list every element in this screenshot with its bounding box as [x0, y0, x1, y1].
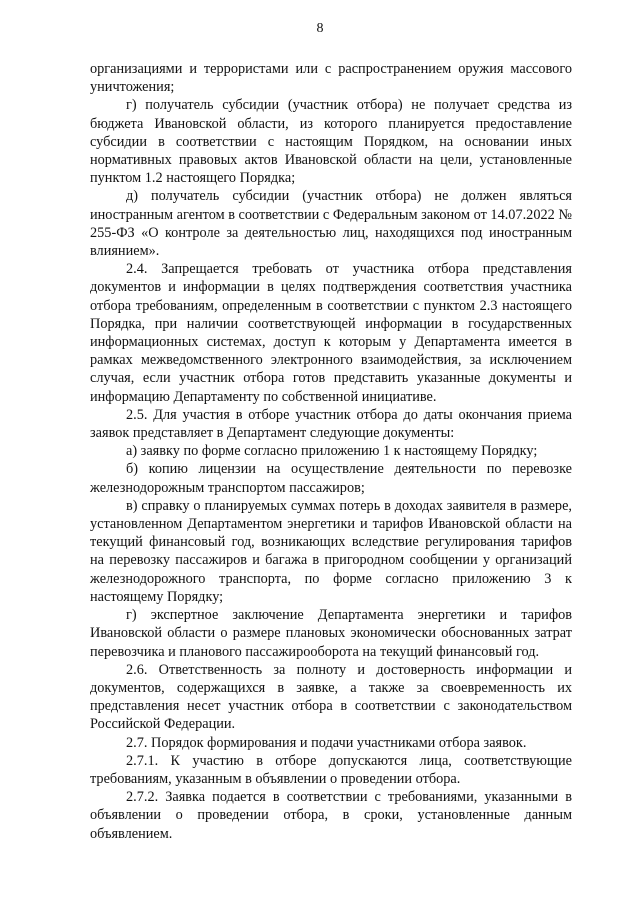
paragraph-item-d-foreign-agent: д) получатель субсидии (участник отбора) не должен являться иностранным агентом в соответствии с Федеральным законом от 14.07.2022 № 255-ФЗ «О контроле за деятельностью лиц, находящихся под иностранным влиянием». [90, 188, 572, 260]
document-body [90, 60, 572, 843]
paragraph-2-5-g: г) экспертное заключение Департамента энергетики и тарифов Ивановской области о размере плановых экономически обоснованных затрат перевозчика и планового пассажирооборота на текущий финансовый год. [90, 607, 572, 660]
paragraph-2-5: 2.5. Для участия в отборе участник отбора до даты окончания приема заявок представляет в Департамент следующие документы: [90, 406, 572, 442]
paragraph-2-4: 2.4. Запрещается требовать от участника отбора представления документов и информации в целях подтверждения соответствия участника отбора требованиям, определенным в соответствии с пунктом 2.3 настоящего Порядка, при наличии соответствующей информации в государственных информационных системах, доступ к которым у Департамента имеется в рамках межведомственного электронного взаимодействия, за исключением случая, если участник отбора готов представить указанные документы и информацию Департаменту по собственной инициативе. [90, 261, 572, 405]
page-number: 8 [316, 21, 324, 36]
paragraph-continuation: организациями и террористами или с распространением оружия массового уничтожения; [90, 61, 572, 96]
paragraph-2-5-a: а) заявку по форме согласно приложению 1 к настоящему Порядку; [126, 443, 538, 460]
paragraph-item-g-budget: г) получатель субсидии (участник отбора) не получает средства из бюджета Ивановской области, из которого планируется предоставление субсидии в соответствии с настоящим Порядком, на основании иных нормативных правовых актов Ивановской области на цели, установленные пунктом 1.2 настоящего Порядка; [90, 97, 572, 187]
paragraph-2-7-2: 2.7.2. Заявка подается в соответствии с требованиями, указанными в объявлении о проведении отбора, в сроки, установленные данным объявлением. [90, 789, 572, 842]
paragraph-2-5-b: б) копию лицензии на осуществление деятельности по перевозке железнодорожным транспортом пассажиров; [90, 461, 572, 496]
paragraph-2-7: 2.7. Порядок формирования и подачи участниками отбора заявок. [126, 734, 527, 751]
paragraph-2-7-1: 2.7.1. К участию в отборе допускаются лица, соответствующие требованиям, указанным в объявлении о проведении отбора. [90, 752, 572, 787]
paragraph-2-5-v: в) справку о планируемых суммах потерь в доходах заявителя в размере, установленном Департаментом энергетики и тарифов Ивановской области на текущий финансовый год, возникающих вследствие регулирования тарифов на перевозку пассажиров и багажа в пригородном сообщении у организаций железнодорожного транспорта, по форме согласно приложению 3 к настоящему Порядку; [90, 497, 572, 605]
paragraph-2-6: 2.6. Ответственность за полноту и достоверность информации и документов, содержащихся в заявке, а также за своевременность их представления несет участник отбора в соответствии с законодательством Российской Федерации. [90, 661, 572, 733]
